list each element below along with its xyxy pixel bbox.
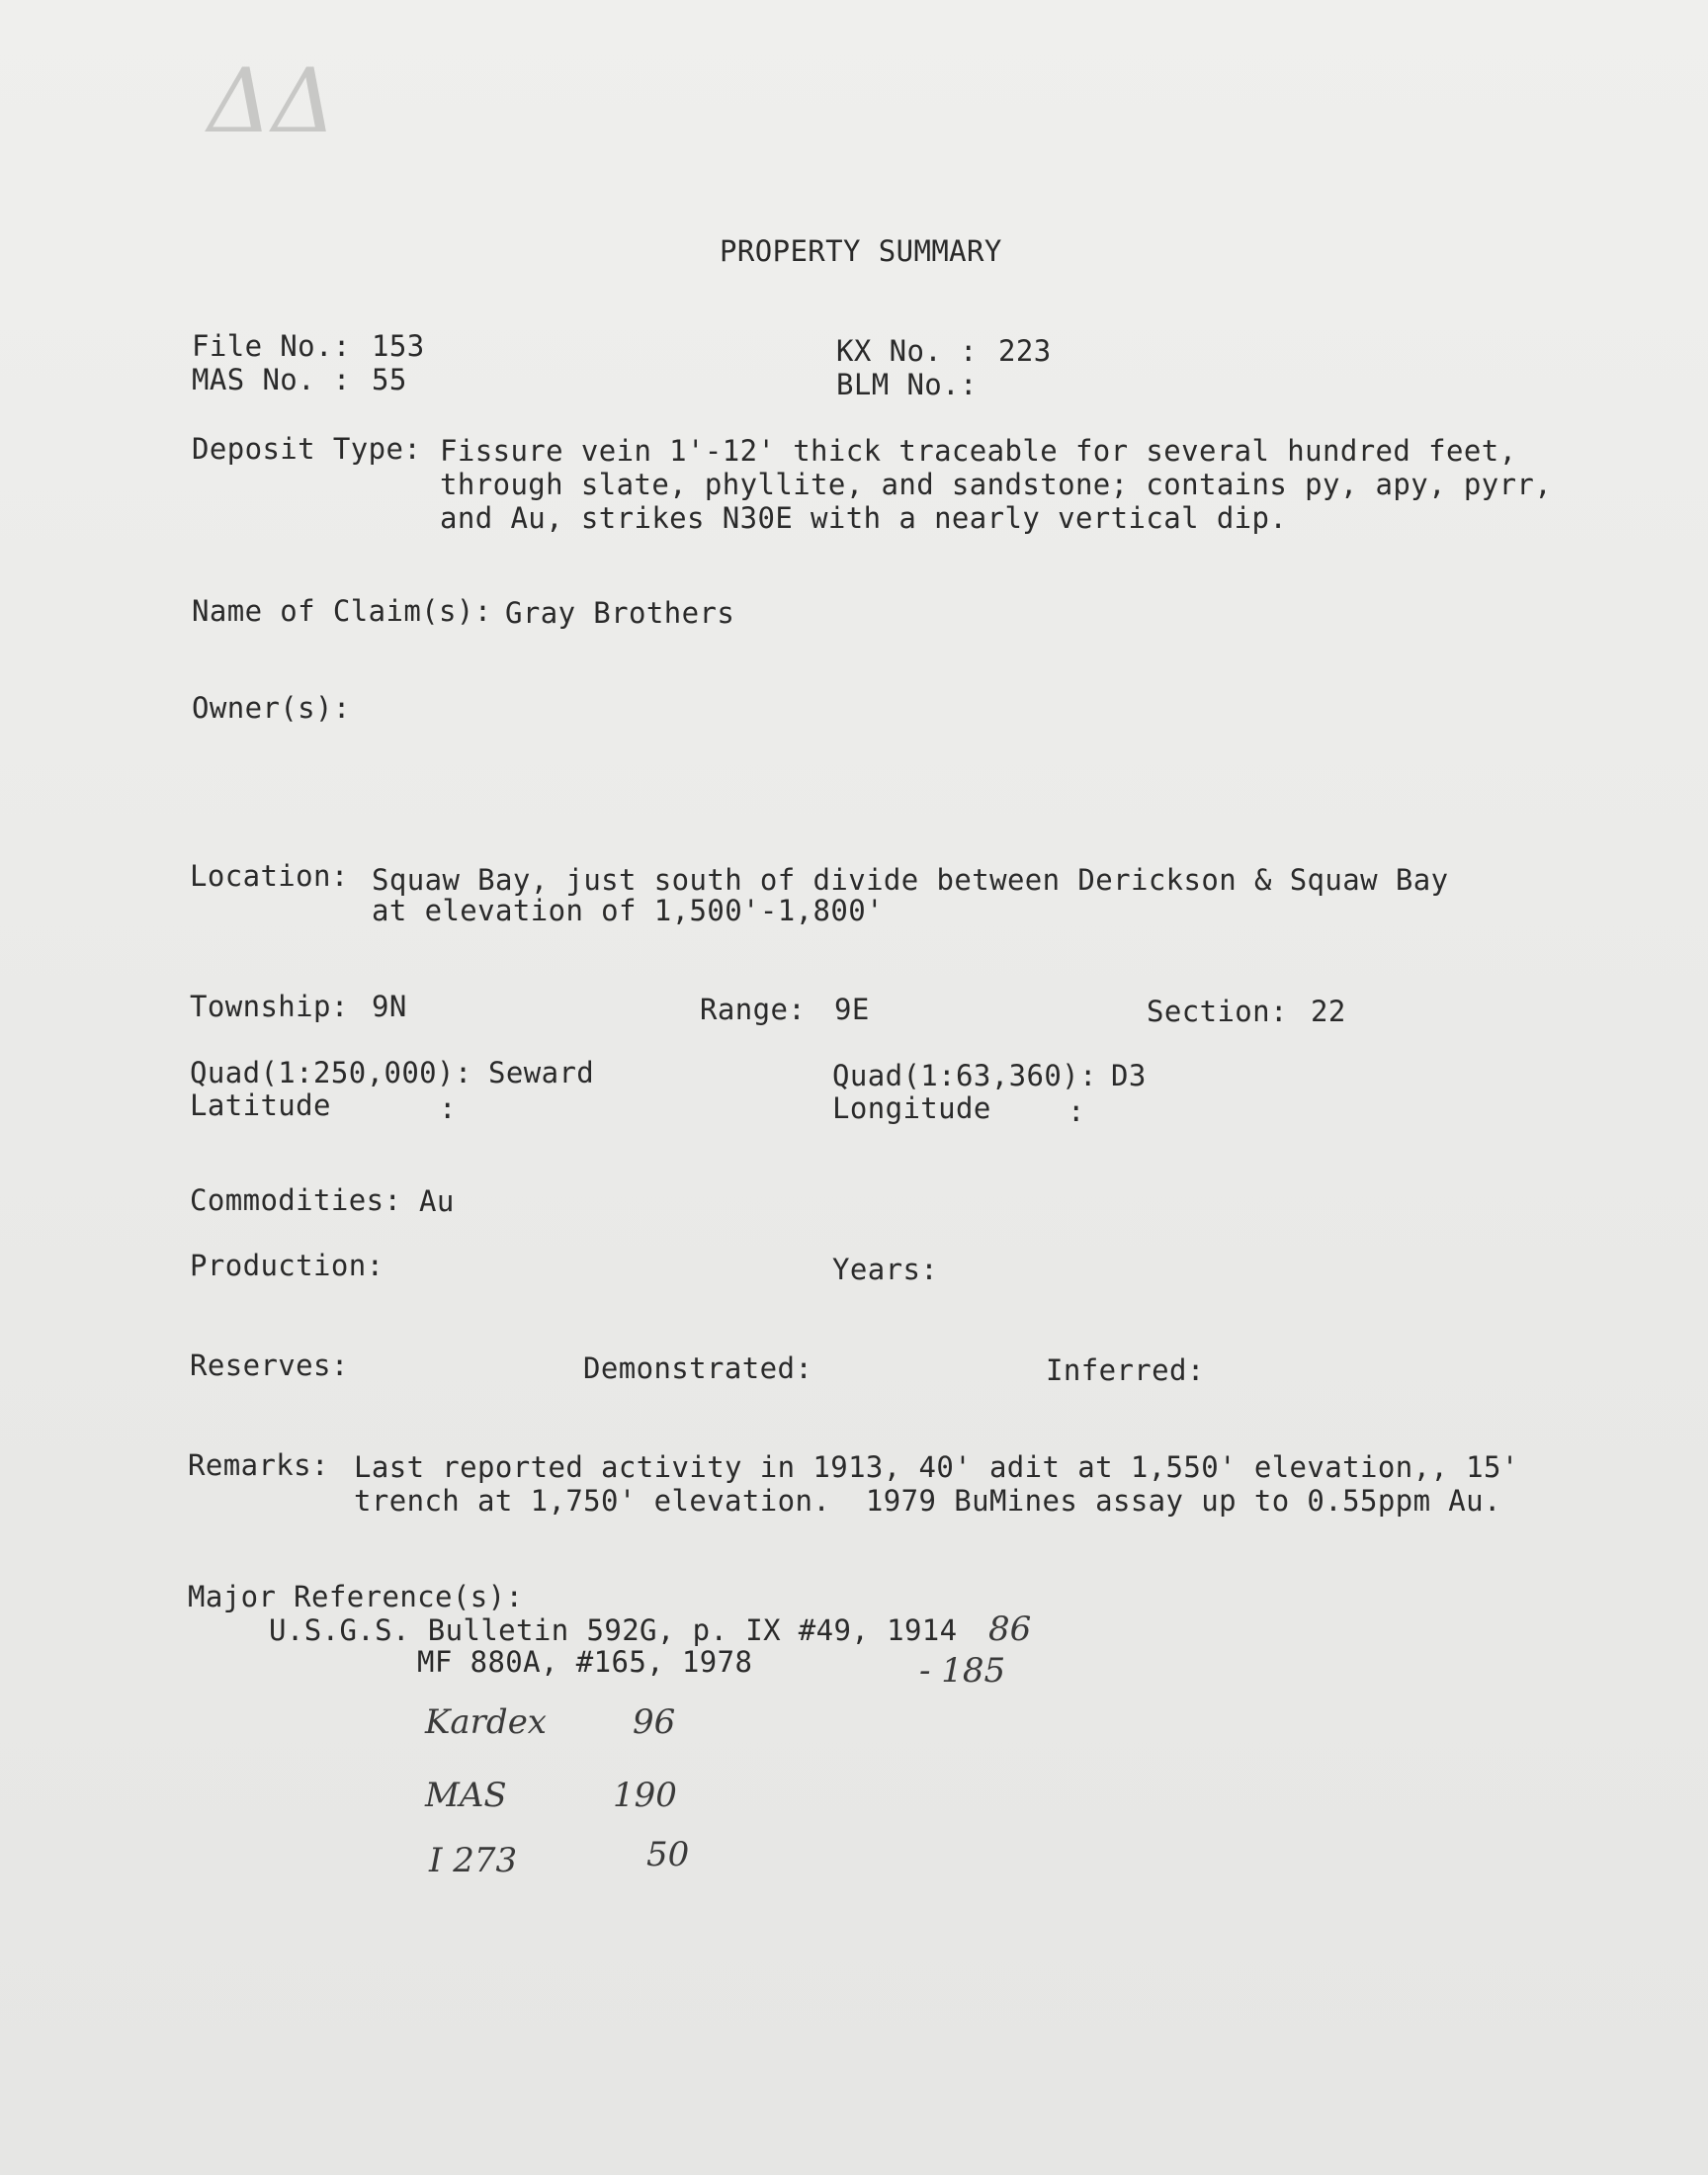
location-label: Location: — [190, 859, 349, 893]
deposit-type-line: and Au, strikes N30E with a nearly vertical dip. — [440, 501, 1288, 535]
handwritten-note: 86 — [988, 1610, 1032, 1649]
township-value: 9N — [372, 990, 407, 1023]
mas-no-value: 55 — [372, 363, 407, 396]
claims-value: Gray Brothers — [505, 596, 735, 630]
reference-line: MF 880A, #165, 1978 — [417, 1645, 753, 1679]
deposit-type-line: Fissure vein 1'-12' thick traceable for several hundred feet, — [440, 434, 1517, 468]
mas-no-label: MAS No. : — [192, 363, 351, 396]
page-title: PROPERTY SUMMARY — [720, 234, 1002, 268]
commodities-label: Commodities: — [190, 1183, 402, 1217]
faint-handwritten-mark: ΔΔ — [208, 49, 336, 153]
demonstrated-label: Demonstrated: — [583, 1351, 813, 1385]
references-label: Major Reference(s): — [188, 1580, 524, 1613]
deposit-type-line: through slate, phyllite, and sandstone; contains py, apy, pyrr, — [440, 468, 1553, 501]
handwritten-mas-label: MAS — [425, 1776, 507, 1815]
section-label: Section: — [1147, 995, 1288, 1028]
location-line: at elevation of 1,500'-1,800' — [372, 894, 884, 927]
quad-63-label: Quad(1:63,360): — [832, 1059, 1097, 1092]
handwritten-note: - 185 — [919, 1651, 1006, 1691]
handwritten-i-value: 50 — [646, 1835, 690, 1874]
longitude-colon: : — [1068, 1094, 1085, 1128]
latitude-colon: : — [439, 1091, 457, 1125]
longitude-label: Longitude — [832, 1091, 991, 1125]
file-no-label: File No.: — [192, 329, 351, 363]
remarks-label: Remarks: — [188, 1448, 329, 1482]
location-line: Squaw Bay, just south of divide between Derickson & Squaw Bay — [372, 863, 1449, 897]
reserves-label: Reserves: — [190, 1348, 349, 1382]
range-value: 9E — [834, 993, 870, 1026]
latitude-label: Latitude — [190, 1088, 331, 1122]
kx-no-label: KX No. : — [836, 334, 978, 368]
quad-250-value: Seward — [488, 1056, 595, 1089]
township-label: Township: — [190, 990, 349, 1023]
production-label: Production: — [190, 1249, 384, 1282]
deposit-type-label: Deposit Type: — [192, 432, 422, 466]
handwritten-kardex-value: 96 — [633, 1702, 676, 1742]
handwritten-mas-value: 190 — [613, 1776, 677, 1815]
handwritten-i-label: I 273 — [429, 1841, 518, 1880]
claims-label: Name of Claim(s): — [192, 594, 492, 628]
quad-63-value: D3 — [1111, 1059, 1147, 1092]
commodities-value: Au — [419, 1184, 455, 1218]
file-no-value: 153 — [372, 329, 425, 363]
remarks-line: trench at 1,750' elevation. 1979 BuMines assay up to 0.55ppm Au. — [354, 1484, 1501, 1518]
range-label: Range: — [700, 993, 807, 1026]
inferred-label: Inferred: — [1046, 1353, 1205, 1387]
reference-line: U.S.G.S. Bulletin 592G, p. IX #49, 1914 — [269, 1613, 958, 1647]
owners-label: Owner(s): — [192, 691, 351, 725]
kx-no-value: 223 — [998, 334, 1052, 368]
section-value: 22 — [1311, 995, 1346, 1028]
years-label: Years: — [832, 1253, 939, 1286]
quad-250-label: Quad(1:250,000): — [190, 1056, 472, 1089]
remarks-line: Last reported activity in 1913, 40' adit at 1,550' elevation,, 15' — [354, 1450, 1519, 1484]
handwritten-kardex-label: Kardex — [425, 1702, 547, 1742]
blm-no-label: BLM No.: — [836, 368, 978, 401]
